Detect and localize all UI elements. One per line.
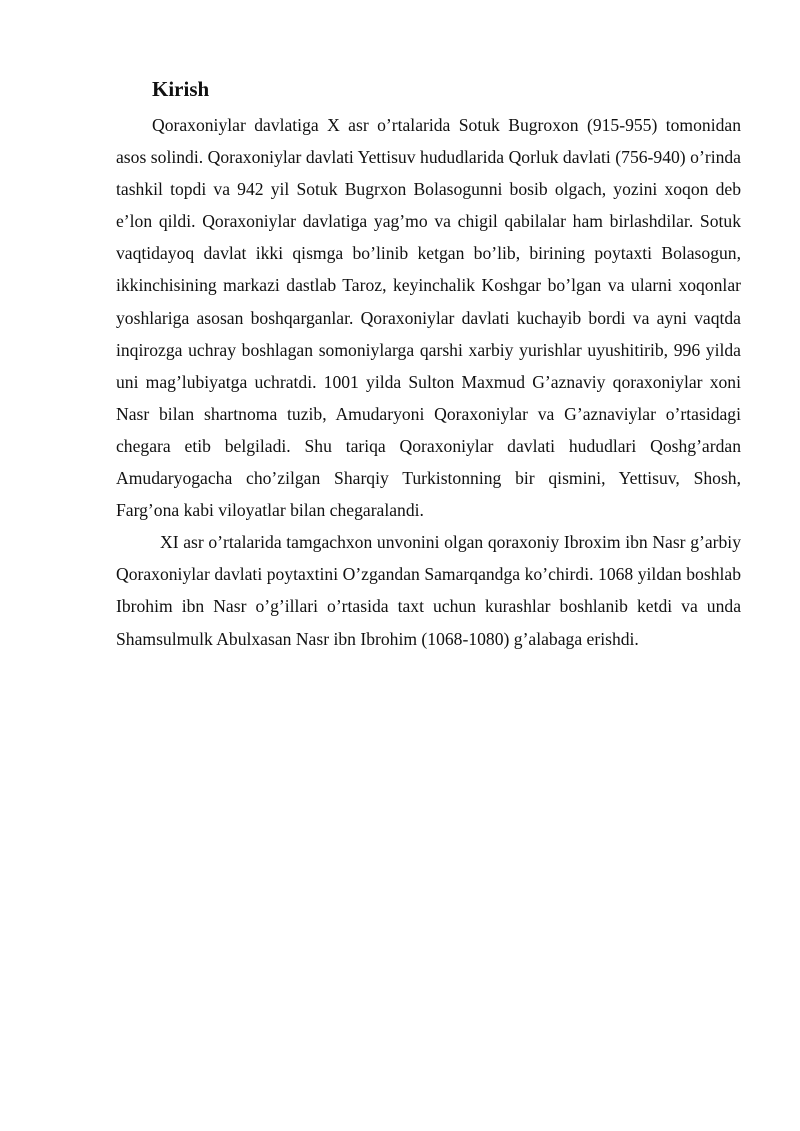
paragraph-1: Qoraxoniylar davlatiga X asr o’rtalarida Sotuk Bugroxon (915-955) tomonidan asos solindi. Qoraxoniylar davlati Yettisuv hududlarida Qorluk davlati (756-940) o’rinda tashkil topdi va 942 yil Sotuk Bugrxon Bolasogunni bosib olgach, yozini xoqon deb e’lon qildi. Qoraxoniylar davlatiga yag’mo va chigil qabilalar ham birlashdilar. Sotuk vaqtidayoq davlat ikki qismga bo’linib ketgan bo’lib, birining poytaxti Bolasogun, ikkinchisining markazi dastlab Taroz, keyinchalik Koshgar bo’lgan va ularni xoqonlar yoshlariga asosan boshqarganlar. Qoraxoniylar davlati kuchayib bordi va ayni vaqtda inqirozga uchray boshlagan somoniylarga qarshi xarbiy yurishlar uyushitirib, 996 yilda uni mag’lubiyatga uchratdi. 1001 yilda Sulton Maxmud G’aznaviy qoraxoniylar xoni Nasr bilan shartnoma tuzib, Amudaryoni Qoraxoniylar va G’aznaviylar o’rtasidagi chegara etib belgiladi. Shu tariqa Qoraxoniylar davlati hududlari Qoshg’ardan Amudaryogacha cho’zilgan Sharqiy Turkistonning bir qismini, Yettisuv, Shosh, Farg’ona kabi viloyatlar bilan chegaralandi. — [116, 115, 741, 521]
section-heading: Kirish — [152, 77, 210, 101]
document-body — [116, 109, 741, 655]
paragraph-2: XI asr o’rtalarida tamgachxon unvonini olgan qoraxoniy Ibroxim ibn Nasr g’arbiy Qoraxoniylar davlati poytaxtini O’zgandan Samarqandga ko’chirdi. 1068 yildan boshlab Ibrohim ibn Nasr o’g’illari o’rtasida taxt uchun kurashlar boshlanib ketdi va unda Shamsulmulk Abulxasan Nasr ibn Ibrohim (1068-1080) g’alabaga erishdi. — [116, 532, 741, 649]
